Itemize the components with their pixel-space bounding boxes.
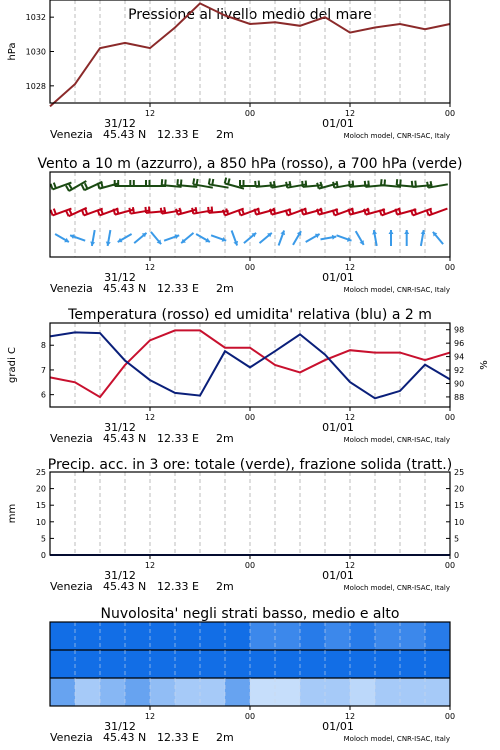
cloud-cell bbox=[100, 622, 125, 650]
y-tick-label: 6 bbox=[40, 390, 46, 400]
barb-feather bbox=[162, 179, 163, 185]
x-tick-label: 00 bbox=[444, 413, 456, 422]
barb-feather bbox=[274, 181, 275, 187]
cloud-cell bbox=[150, 678, 175, 706]
barb-feather bbox=[381, 179, 382, 185]
x-tick-label: 12 bbox=[344, 561, 356, 570]
wind-barb-10m bbox=[70, 234, 85, 240]
wind-barb-10m bbox=[389, 230, 394, 246]
wind-barb-10m bbox=[356, 231, 364, 245]
location-elevation: 2m bbox=[216, 731, 234, 744]
location-elevation: 2m bbox=[216, 282, 234, 295]
barb-feather bbox=[176, 209, 178, 215]
cloud-cell bbox=[225, 622, 250, 650]
wind-barb-10m bbox=[337, 235, 352, 241]
cloud-cell bbox=[125, 622, 150, 650]
cloud-cell bbox=[250, 650, 275, 678]
y-tick-label-right: 15 bbox=[454, 501, 465, 511]
barb-feather bbox=[290, 181, 291, 187]
barb-feather bbox=[82, 185, 85, 190]
location-name: Venezia bbox=[50, 282, 93, 295]
date-label: 01/01 bbox=[322, 271, 354, 284]
location-lat: 45.43 N bbox=[103, 731, 147, 744]
cloud-cell bbox=[75, 622, 100, 650]
cloud-cell bbox=[325, 622, 350, 650]
wind-barb-10m bbox=[279, 231, 286, 246]
location-lat: 45.43 N bbox=[103, 128, 147, 141]
barb-feather bbox=[317, 183, 319, 189]
location-name: Venezia bbox=[50, 580, 93, 593]
location-elevation: 2m bbox=[216, 432, 234, 445]
wind-barb-10m bbox=[260, 233, 272, 243]
barb-feather bbox=[365, 181, 366, 187]
wind-barb-10m bbox=[196, 234, 210, 242]
cloud-cell bbox=[425, 622, 450, 650]
wind-barb-700hpa bbox=[397, 179, 417, 187]
wind-barb-10m bbox=[211, 235, 226, 241]
barb-feather bbox=[208, 207, 209, 213]
location-lon: 12.33 E bbox=[157, 282, 199, 295]
date-label: 01/01 bbox=[322, 117, 354, 130]
barb-feather bbox=[129, 208, 130, 214]
y-tick-label: 5 bbox=[40, 534, 46, 544]
barb-feather bbox=[85, 209, 87, 215]
barb-feather bbox=[192, 208, 193, 214]
panel-title: Precip. acc. in 3 ore: totale (verde), frazione solida (tratt.) bbox=[47, 457, 453, 473]
cloud-cell bbox=[100, 678, 125, 706]
wind-barb-10m bbox=[321, 235, 337, 240]
x-tick-label: 12 bbox=[344, 712, 356, 721]
barb-feather bbox=[226, 209, 228, 215]
cloud-cell bbox=[75, 678, 100, 706]
y-tick-label: 15 bbox=[35, 501, 46, 511]
cloud-cell bbox=[50, 622, 75, 650]
cloud-cell bbox=[425, 650, 450, 678]
barb-feather bbox=[270, 182, 271, 188]
y-axis-label: gradi C bbox=[7, 347, 18, 383]
cloud-cell bbox=[150, 622, 175, 650]
panel-title: Pressione al livello medio del mare bbox=[128, 7, 372, 23]
wind-barb-10m bbox=[90, 230, 95, 246]
y-tick-label-right: 0 bbox=[454, 551, 460, 560]
y-tick-label: 0 bbox=[40, 551, 46, 560]
barb-feather bbox=[333, 182, 334, 188]
date-label: 31/12 bbox=[104, 421, 136, 434]
cloud-cell bbox=[325, 678, 350, 706]
location-lat: 45.43 N bbox=[103, 432, 147, 445]
cloud-cell bbox=[50, 650, 75, 678]
model-credit: Moloch model, CNR-ISAC, Italy bbox=[343, 286, 450, 294]
wind-barb-10m bbox=[306, 234, 320, 242]
x-tick-label: 12 bbox=[344, 263, 356, 272]
date-label: 31/12 bbox=[104, 720, 136, 733]
barb-feather bbox=[181, 180, 182, 186]
x-tick-label: 12 bbox=[144, 109, 156, 118]
wind-barb-850hpa bbox=[427, 209, 448, 216]
wind-barb-10m bbox=[433, 232, 443, 244]
model-credit: Moloch model, CNR-ISAC, Italy bbox=[343, 735, 450, 743]
cloud-cell bbox=[100, 650, 125, 678]
x-tick-label: 00 bbox=[444, 263, 456, 272]
y-tick-label: 8 bbox=[40, 341, 46, 351]
wind-barb-10m bbox=[151, 232, 161, 244]
location-elevation: 2m bbox=[216, 128, 234, 141]
cloud-cell bbox=[350, 650, 375, 678]
cloud-cell bbox=[300, 678, 325, 706]
barb-feather bbox=[82, 210, 84, 216]
panel-title: Vento a 10 m (azzurro), a 850 hPa (rosso), a 700 hPa (verde) bbox=[37, 156, 463, 172]
barb-feather bbox=[302, 181, 303, 187]
cloud-cell bbox=[250, 622, 275, 650]
wind-barb-700hpa bbox=[412, 181, 433, 187]
model-credit: Moloch model, CNR-ISAC, Italy bbox=[343, 584, 450, 592]
cloud-cell bbox=[350, 622, 375, 650]
cloud-cell bbox=[425, 678, 450, 706]
cloud-cell bbox=[375, 650, 400, 678]
x-tick-label: 12 bbox=[344, 413, 356, 422]
y-tick-label: 25 bbox=[35, 468, 46, 477]
y-axis-label: mm bbox=[7, 503, 18, 524]
barb-feather bbox=[415, 181, 416, 187]
barb-feather bbox=[353, 181, 354, 187]
cloud-cell bbox=[400, 650, 425, 678]
barb-feather bbox=[51, 210, 53, 216]
date-label: 01/01 bbox=[322, 569, 354, 582]
y-tick-label-right: 96 bbox=[454, 339, 465, 349]
wind-barb-10m bbox=[244, 233, 256, 243]
y-tick-label: 1030 bbox=[25, 47, 46, 57]
wind-barb-10m bbox=[404, 230, 409, 246]
barb-feather bbox=[177, 179, 178, 185]
cloud-cell bbox=[175, 650, 200, 678]
barb-feather bbox=[400, 180, 401, 186]
wind-barb-10m bbox=[232, 231, 239, 246]
y-tick-label: 1028 bbox=[25, 81, 46, 91]
x-tick-label: 00 bbox=[244, 712, 256, 721]
cloud-cell bbox=[200, 678, 225, 706]
panel-3 bbox=[7, 307, 490, 445]
cloud-cell bbox=[75, 650, 100, 678]
y-tick-label-right: 92 bbox=[454, 366, 465, 376]
panel-title: Temperatura (rosso) ed umidita' relativa (blu) a 2 m bbox=[68, 307, 432, 323]
cloud-cell bbox=[275, 650, 300, 678]
cloud-cell bbox=[200, 622, 225, 650]
barb-feather bbox=[197, 179, 198, 185]
barb-feather bbox=[212, 179, 213, 185]
panel-2 bbox=[37, 156, 462, 295]
barb-feather bbox=[146, 207, 147, 213]
cloud-cell bbox=[275, 678, 300, 706]
wind-barb-10m bbox=[55, 234, 69, 242]
barb-feather bbox=[161, 208, 162, 214]
date-label: 31/12 bbox=[104, 117, 136, 130]
location-lon: 12.33 E bbox=[157, 731, 199, 744]
barb-feather bbox=[306, 181, 307, 187]
barb-feather bbox=[54, 183, 56, 189]
barb-feather bbox=[368, 181, 369, 187]
y-tick-label: 1032 bbox=[25, 13, 46, 23]
cloud-cell bbox=[225, 678, 250, 706]
date-label: 31/12 bbox=[104, 569, 136, 582]
barb-feather bbox=[397, 179, 398, 185]
y-tick-label: 10 bbox=[35, 517, 46, 527]
date-label: 31/12 bbox=[104, 271, 136, 284]
y-tick-label-right: 25 bbox=[454, 468, 465, 477]
cloud-cell bbox=[300, 650, 325, 678]
barb-feather bbox=[427, 182, 428, 188]
barb-feather bbox=[164, 207, 165, 213]
y-tick-label-right: 5 bbox=[454, 534, 460, 544]
cloud-cell bbox=[125, 678, 150, 706]
barb-arrowhead bbox=[389, 230, 394, 234]
y-tick-label: 7 bbox=[40, 365, 46, 375]
barb-feather bbox=[225, 178, 227, 184]
wind-barb-700hpa bbox=[302, 181, 322, 187]
wind-barb-700hpa bbox=[255, 181, 275, 187]
barb-feather bbox=[412, 181, 413, 187]
location-name: Venezia bbox=[50, 432, 93, 445]
y-tick-label-right: 10 bbox=[454, 517, 465, 527]
x-tick-label: 00 bbox=[244, 561, 256, 570]
barb-feather bbox=[54, 209, 56, 215]
barb-arrowhead bbox=[404, 230, 409, 234]
x-tick-label: 12 bbox=[144, 712, 156, 721]
barb-feather bbox=[69, 209, 72, 214]
barb-feather bbox=[69, 184, 72, 189]
barb-feather bbox=[66, 211, 69, 216]
y-tick-label-right: 88 bbox=[454, 392, 465, 402]
cloud-cell bbox=[400, 678, 425, 706]
location-lat: 45.43 N bbox=[103, 282, 147, 295]
barb-feather bbox=[85, 183, 88, 188]
wind-barb-10m bbox=[134, 233, 146, 243]
cloud-cell bbox=[200, 650, 225, 678]
wind-barb-850hpa bbox=[146, 207, 167, 213]
y-axis-label-right: % bbox=[479, 360, 490, 370]
x-tick-label: 00 bbox=[244, 413, 256, 422]
x-tick-label: 00 bbox=[444, 712, 456, 721]
location-name: Venezia bbox=[50, 128, 93, 141]
barb-feather bbox=[165, 180, 166, 186]
barb-feather bbox=[259, 181, 260, 187]
barb-feather bbox=[255, 181, 256, 187]
y-tick-label-right: 94 bbox=[454, 352, 465, 362]
y-tick-label-right: 98 bbox=[454, 325, 465, 335]
cloud-cell bbox=[250, 678, 275, 706]
location-lon: 12.33 E bbox=[157, 432, 199, 445]
location-lon: 12.33 E bbox=[157, 128, 199, 141]
date-label: 01/01 bbox=[322, 720, 354, 733]
location-lon: 12.33 E bbox=[157, 580, 199, 593]
location-name: Venezia bbox=[50, 731, 93, 744]
wind-barb-700hpa bbox=[427, 181, 448, 188]
location-elevation: 2m bbox=[216, 580, 234, 593]
x-tick-label: 00 bbox=[244, 109, 256, 118]
wind-barb-850hpa bbox=[161, 207, 182, 214]
barb-feather bbox=[431, 181, 432, 187]
x-tick-label: 00 bbox=[244, 263, 256, 272]
x-tick-label: 12 bbox=[144, 561, 156, 570]
cloud-cell bbox=[275, 622, 300, 650]
barb-feather bbox=[209, 178, 210, 184]
cloud-cell bbox=[125, 650, 150, 678]
cloud-cell bbox=[400, 622, 425, 650]
barb-feather bbox=[180, 208, 182, 214]
cloud-cell bbox=[325, 650, 350, 678]
barb-feather bbox=[66, 186, 69, 191]
cloud-cell bbox=[150, 650, 175, 678]
barb-feather bbox=[196, 207, 197, 213]
cloud-cell bbox=[225, 650, 250, 678]
barb-feather bbox=[228, 179, 230, 185]
wind-barb-10m bbox=[164, 234, 179, 240]
x-tick-label: 00 bbox=[444, 109, 456, 118]
barb-feather bbox=[133, 207, 134, 213]
wind-barb-850hpa bbox=[208, 207, 228, 213]
y-tick-label: 20 bbox=[35, 484, 46, 494]
cloud-cell bbox=[350, 678, 375, 706]
x-tick-label: 12 bbox=[344, 109, 356, 118]
panel-1 bbox=[7, 0, 455, 141]
x-tick-label: 12 bbox=[144, 263, 156, 272]
panel-4 bbox=[7, 457, 464, 593]
barb-feather bbox=[321, 182, 323, 188]
cloud-cell bbox=[175, 678, 200, 706]
wind-barb-10m bbox=[181, 233, 193, 243]
x-tick-label: 00 bbox=[444, 561, 456, 570]
barb-feather bbox=[193, 178, 194, 184]
cloud-cell bbox=[175, 622, 200, 650]
barb-feather bbox=[349, 181, 350, 187]
y-tick-label-right: 90 bbox=[454, 379, 465, 389]
model-credit: Moloch model, CNR-ISAC, Italy bbox=[343, 132, 450, 140]
barb-feather bbox=[337, 181, 338, 187]
panel-title: Nuvolosita' negli strati basso, medio e alto bbox=[100, 606, 400, 622]
panel-5 bbox=[50, 606, 455, 744]
barb-feather bbox=[51, 184, 53, 190]
date-label: 01/01 bbox=[322, 421, 354, 434]
cloud-cell bbox=[300, 622, 325, 650]
barb-feather bbox=[286, 182, 287, 188]
cloud-cell bbox=[50, 678, 75, 706]
barb-feather bbox=[212, 207, 213, 213]
barb-feather bbox=[385, 180, 386, 186]
cloud-cell bbox=[375, 678, 400, 706]
y-tick-label-right: 20 bbox=[454, 484, 465, 494]
y-axis-label: hPa bbox=[7, 42, 18, 61]
x-tick-label: 12 bbox=[144, 413, 156, 422]
model-credit: Moloch model, CNR-ISAC, Italy bbox=[343, 436, 450, 444]
wind-barb-10m bbox=[106, 230, 111, 246]
barb-feather bbox=[149, 207, 150, 213]
location-lat: 45.43 N bbox=[103, 580, 147, 593]
cloud-cell bbox=[375, 622, 400, 650]
